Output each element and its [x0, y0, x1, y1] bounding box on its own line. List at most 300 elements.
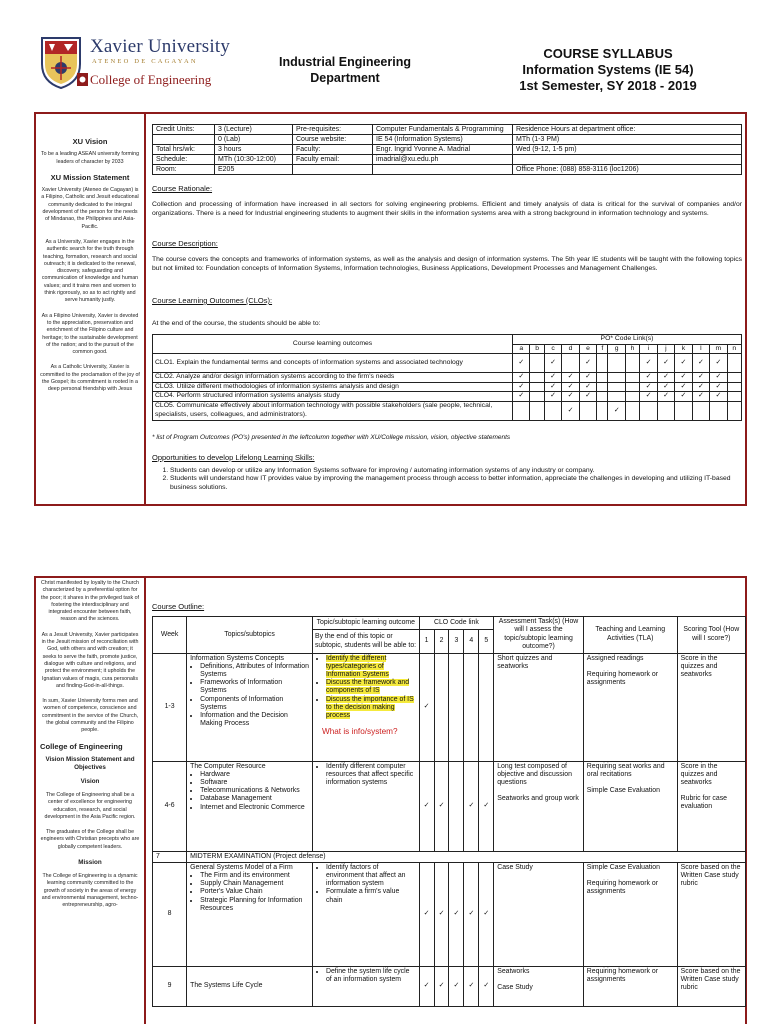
course-outline-table [152, 616, 746, 1007]
room-value: E205 [215, 165, 293, 175]
faculty-label: Faculty: [293, 145, 373, 155]
po-mark [530, 392, 544, 402]
xu-mission-p5: Christ manifested by loyalty to the Church characterized by a preferential option for the poor; it shares in the privileged task of fostering the interdisciplinary and integrated encounter between faith, reason and the sciences. [40, 580, 140, 623]
credit-units-label: Credit Units: [153, 125, 215, 135]
assessment-item: Case Study [497, 984, 533, 992]
semester: 1st Semester, SY 2018 - 2019 [519, 78, 697, 93]
outline-heading: Course Outline: [152, 602, 205, 611]
description-text [152, 255, 742, 273]
clo-intro: At the end of the course, the students should be able to: [152, 320, 321, 327]
prereq-label: Pre-requisites: [293, 125, 373, 135]
midterm-week: 7 [153, 851, 187, 862]
topic-item [200, 872, 309, 880]
scoring-item: Score based on the Written Case study rubric [680, 863, 741, 888]
topic-item [200, 787, 309, 795]
po-mark [597, 392, 608, 402]
syllabus-content-1 [152, 114, 745, 504]
college-vision-text: The College of Engineering shall be a center of excellence for engineering education, research, and social development in the Asia Pacific region. [44, 791, 136, 820]
outcome-cell [312, 862, 419, 966]
outcome-item-list [326, 763, 416, 788]
po-mark: ✓ [544, 382, 561, 392]
clo-description: CLO4. Perform structured information systems analysis study [153, 392, 513, 402]
email-label: Faculty email: [293, 155, 373, 165]
website-value: IE 54 (Information Systems) [373, 135, 513, 145]
topic-item [200, 696, 309, 712]
po-mark [530, 373, 544, 383]
po-mark [597, 401, 608, 420]
po-letter-b: b [530, 344, 544, 354]
tla-item-cell [583, 966, 677, 1006]
scoring-item: Score in the quizzes and seatworks [680, 762, 718, 787]
po-letter-m: m [710, 344, 727, 354]
po-mark [597, 354, 608, 373]
university-subtitle: ATENEO DE CAGAYAN [92, 58, 198, 65]
clo-description: CLO1. Explain the fundamental terms and concepts of information systems and associated technology [153, 354, 513, 373]
po-mark [579, 401, 596, 420]
clo-check: ✓ [479, 966, 494, 1006]
outline-row [153, 653, 746, 761]
po-mark [625, 382, 639, 392]
clo-check: ✓ [419, 653, 434, 761]
residence-label: Residence Hours at department office: [513, 125, 742, 135]
outcome-note: What is info/system? [321, 727, 398, 737]
xu-mission-p1: Xavier University (Ateneo de Cagayan) is a Filipino, Catholic and Jesuit educational community dedicated to the integral development of the person for the needs of Mindanao, the Philippines and Asia-Pacific. [41, 187, 139, 230]
outline-row [153, 761, 746, 851]
topic-item [200, 679, 309, 695]
clo-description: CLO3. Utilize different methodologies of information systems analysis and design [153, 382, 513, 392]
tla-item: Simple Case Evaluation [586, 787, 660, 795]
opportunity-item: 1. Students can develop or utilize any Information Systems software for improving / automating information systems of any industry or company. [170, 467, 742, 475]
po-letter-c: c [544, 344, 561, 354]
po-mark: ✓ [657, 373, 674, 383]
clo-link-header: CLO Code link [419, 617, 494, 630]
outline-row [153, 966, 746, 1006]
po-letter-k: k [675, 344, 692, 354]
clo-check: ✓ [419, 761, 434, 851]
clo-row [153, 373, 742, 383]
topic-cell [187, 761, 313, 851]
po-mark [727, 373, 741, 383]
clo-po-header: PO* Code Link(s) [513, 335, 742, 345]
topic-item-list [200, 663, 309, 729]
topic-item-text: Telecommunications & Networks [200, 787, 300, 795]
clo-number-2: 2 [434, 630, 449, 653]
college-graduates-text: The graduates of the College shall be engineers with Christian precepts who are globally competent leaders. [40, 829, 140, 850]
topic-item-list [200, 771, 309, 812]
assessment-item-cell [494, 966, 584, 1006]
po-mark: ✓ [710, 382, 727, 392]
clo-check [449, 761, 464, 851]
clo-description: CLO5. Communicate effectively about information technology with possible stakeholders (sale people, technical, specialists, users, colleagues, and administrators). [153, 401, 513, 420]
midterm-row [153, 851, 746, 862]
clo-number-4: 4 [464, 630, 479, 653]
po-mark [530, 382, 544, 392]
clo-check: ✓ [464, 761, 479, 851]
email-value[interactable] [373, 155, 513, 165]
midterm-text: MIDTERM EXAMINATION (Project defense) [187, 851, 746, 862]
outcome-item-text: Identify different computer resources that affect specific information systems [325, 762, 414, 787]
course-info-table [152, 124, 742, 175]
po-mark: ✓ [640, 382, 657, 392]
total-hours-label: Total hrs/wk: [153, 145, 215, 155]
topic-item-text: Software [200, 779, 228, 787]
clo-number-3: 3 [449, 630, 464, 653]
outcome-subheader: By the end of this topic or subtopic, students will be able to: [312, 630, 419, 653]
scoring-item-cell [677, 653, 745, 761]
scoring-header: Scoring Tool (How will I score?) [677, 617, 745, 654]
topic-cell [187, 653, 313, 761]
po-mark [530, 401, 544, 420]
po-mark: ✓ [657, 382, 674, 392]
po-mark: ✓ [544, 354, 561, 373]
topic-item [200, 795, 309, 803]
assessment-header: Assessment Task(s) (How will I assess the topic/subtopic learning outcome?) [494, 617, 584, 654]
scoring-item: Score based on the Written Case study rubric [680, 967, 741, 992]
clo-check: ✓ [434, 966, 449, 1006]
xu-mission-p6: As a Jesuit University, Xavier participates in the Jesuit mission of reconciliation with God, with others and with creation; it seeks to serve the faith, promote justice, dialogue with culture and religions, and protect the environment; it upholds the Ignatian values of magis, cura personalis and finding-God-in-all-things. [41, 631, 139, 689]
assessment-item-cell [494, 653, 584, 761]
assessment-item: Long test composed of objective and discussion questions [497, 762, 572, 787]
po-mark [625, 401, 639, 420]
outcome-item-text: Define the system life cycle of an information system [325, 967, 410, 984]
topic-item-text: Strategic Planning for Information Resources [200, 896, 303, 912]
topic-item [200, 888, 309, 896]
college-heading: College of Engineering [40, 741, 123, 751]
po-mark: ✓ [640, 354, 657, 373]
po-mark [625, 392, 639, 402]
po-mark [513, 401, 530, 420]
faculty-value: Engr. Ingrid Yvonne A. Madrial [373, 145, 513, 155]
po-mark: ✓ [675, 354, 692, 373]
clo-heading: Course Learning Outcomes (CLOs): [152, 296, 273, 305]
po-mark [692, 401, 709, 420]
topic-title: General Systems Model of a Firm [190, 863, 293, 871]
po-mark: ✓ [657, 392, 674, 402]
po-letter-n: n [727, 344, 741, 354]
po-letter-j: j [657, 344, 674, 354]
po-mark: ✓ [579, 392, 596, 402]
po-mark [640, 401, 657, 420]
department-name: Industrial Engineering Department [279, 55, 411, 85]
outcome-item-list [326, 968, 416, 984]
syllabus-title-block [488, 46, 728, 94]
clo-check [464, 653, 479, 761]
assessment-item-cell [494, 761, 584, 851]
vmo-heading: Vision Mission Statement and Objectives [45, 755, 135, 771]
topic-item-text: Internet and Electronic Commerce [200, 803, 305, 811]
po-letter-l: l [692, 344, 709, 354]
po-letter-i: i [640, 344, 657, 354]
topic-item-text: Components of Information Systems [200, 695, 284, 711]
topic-item [200, 712, 309, 728]
clo-check [449, 653, 464, 761]
prereq-value: Computer Fundamentals & Programming [373, 125, 513, 135]
topic-item [200, 804, 309, 812]
clo-number-5: 5 [479, 630, 494, 653]
outcome-item-text: Identify the different types/categories of Information Systems [325, 654, 389, 679]
room-label: Room: [153, 165, 215, 175]
po-letter-g: g [608, 344, 625, 354]
po-mark [727, 354, 741, 373]
clo-check: ✓ [464, 862, 479, 966]
syllabus-content-2 [152, 578, 745, 1024]
po-mark: ✓ [710, 354, 727, 373]
outcome-item [326, 888, 416, 904]
outcome-item [326, 763, 416, 788]
topic-item-text: Definitions, Attributes of Information Systems [200, 662, 309, 679]
topic-item-text: Frameworks of Information Systems [200, 679, 283, 695]
outcome-item-list [326, 655, 416, 721]
topic-item-text: Supply Chain Management [200, 880, 284, 888]
clo-check [479, 653, 494, 761]
po-mark [597, 373, 608, 383]
po-mark [544, 401, 561, 420]
outcome-item [326, 679, 416, 695]
po-mark [657, 401, 674, 420]
po-letter-f: f [597, 344, 608, 354]
po-mark: ✓ [544, 392, 561, 402]
total-hours-value: 3 hours [215, 145, 293, 155]
assessment-item: Case Study [497, 863, 533, 871]
topic-header: Topics/subtopics [187, 617, 313, 654]
po-mark: ✓ [579, 382, 596, 392]
outcome-item [326, 864, 416, 889]
week-cell: 8 [153, 862, 187, 966]
email-link[interactable]: imadrial@xu.edu.ph [376, 156, 439, 163]
clo-outcomes-header: Course learning outcomes [153, 335, 513, 354]
po-mark: ✓ [562, 392, 579, 402]
po-mark: ✓ [692, 373, 709, 383]
tla-item: Assigned readings [586, 654, 644, 662]
po-mark: ✓ [608, 401, 625, 420]
po-mark: ✓ [562, 401, 579, 420]
opportunity-item: 2. Students will understand how IT provides value by improving the management process through access to better information, appreciate the challenges in developing and utilizing IT-based business solutions. [170, 475, 742, 492]
university-name: Xavier University [90, 36, 231, 57]
clo-number-1: 1 [419, 630, 434, 653]
outcome-item [326, 696, 416, 721]
topic-item-text: Database Management [200, 795, 272, 803]
outcome-item-text: Discuss the importance of IS to the decision making process [325, 695, 414, 720]
scoring-item-cell [677, 862, 745, 966]
po-mark: ✓ [513, 392, 530, 402]
po-mark: ✓ [513, 382, 530, 392]
po-mark [608, 392, 625, 402]
topic-title: The Computer Resource [190, 762, 266, 770]
topic-item-text: The Firm and its environment [200, 872, 290, 880]
tla-header: Teaching and Learning Activities (TLA) [583, 617, 677, 654]
college-vision-heading: Vision [80, 777, 100, 785]
tla-item: Requiring seat works and oral recitations [586, 762, 665, 778]
schedule-label: Schedule: [153, 155, 215, 165]
college-mission-text: The College of Engineering is a dynamic learning community committed to the growth of society in the areas of energy and environmental management, techno-entrepreneurship, agro- [41, 873, 139, 909]
description-heading: Course Description: [152, 239, 218, 248]
outcome-item [326, 968, 416, 984]
week-cell: 9 [153, 966, 187, 1006]
clo-check: ✓ [434, 862, 449, 966]
po-mark [608, 373, 625, 383]
scoring-item-cell [677, 761, 745, 851]
tla-item: Requiring homework or assignments [586, 880, 659, 896]
topic-item-list [200, 872, 309, 913]
college-name: College of Engineering [90, 72, 212, 87]
topic-item [200, 897, 309, 913]
description-text-body: The course covers the concepts and frameworks of information systems, as well as the analysis and design of information systems. The 5th year IE students will be taught with the following topics but not limited to: Foundation concepts of Information Systems, Information technologies, Business Applications, Development Processes and Management Challenges. [152, 256, 742, 272]
assessment-item-cell [494, 862, 584, 966]
clo-check: ✓ [479, 761, 494, 851]
clo-check: ✓ [464, 966, 479, 1006]
po-mark: ✓ [562, 382, 579, 392]
po-mark: ✓ [675, 392, 692, 402]
po-footnote: * list of Program Outcomes (PO's) presented in the leftcolumn together with XU/College mission, vision, objective statements [152, 434, 511, 441]
po-mark: ✓ [640, 373, 657, 383]
po-mark [597, 382, 608, 392]
outcome-header: Topic/subtopic learning outcome [312, 617, 419, 630]
topic-item [200, 880, 309, 888]
po-mark [727, 401, 741, 420]
rationale-heading: Course Rationale: [152, 184, 213, 193]
residence-hours-2: Wed (9-12, 1-5 pm) [513, 145, 742, 155]
outcome-item [326, 655, 416, 680]
outcome-item-text: Discuss the framework and components of IS [325, 679, 410, 695]
opportunities-list [164, 467, 742, 492]
clo-check: ✓ [419, 862, 434, 966]
clo-check: ✓ [434, 761, 449, 851]
topic-cell [187, 862, 313, 966]
topic-item [200, 779, 309, 787]
po-mark [625, 373, 639, 383]
outcome-item-text: Identify factors of environment that affect an information system [325, 863, 406, 888]
engineering-gear-icon [76, 72, 89, 87]
outcome-cell [312, 653, 419, 761]
schedule-value: MTh (10:30-12:00) [215, 155, 293, 165]
xu-mission-p4: As a Catholic University, Xavier is committed to the proclamation of the joy of the Gospel; its commitment is rooted in a deep personal friendship with Jesus [40, 364, 140, 393]
po-mark: ✓ [544, 373, 561, 383]
po-mark: ✓ [675, 373, 692, 383]
xu-mission-heading: XU Mission Statement [50, 172, 130, 182]
clo-check: ✓ [449, 862, 464, 966]
po-mark [710, 401, 727, 420]
assessment-item: Seatworks and group work [497, 795, 579, 803]
xu-mission-p3: As a Filipino University, Xavier is devoted to the appreciation, preservation and enrichment of the Filipino culture and heritage; to the sustainable development of the nation; and to the pursuit of the common good. [41, 312, 139, 356]
po-mark: ✓ [692, 392, 709, 402]
topic-cell [187, 966, 313, 1006]
outcome-cell [312, 761, 419, 851]
outline-row [153, 862, 746, 966]
week-cell: 4-6 [153, 761, 187, 851]
opportunities-heading: Opportunities to develop Lifelong Learning Skills: [152, 453, 315, 462]
po-mark: ✓ [710, 392, 727, 402]
vision-mission-sidebar [36, 114, 146, 504]
po-mark: ✓ [513, 354, 530, 373]
po-letter-e: e [579, 344, 596, 354]
scoring-item-cell [677, 966, 745, 1006]
po-letter-a: a [513, 344, 530, 354]
tla-item: Requiring homework or assignments [586, 670, 659, 687]
po-letter-d: d [562, 344, 579, 354]
scoring-item: Rubric for case evaluation [680, 795, 727, 811]
college-mission-heading: Mission [78, 859, 102, 867]
clo-description: CLO2. Analyze and/or design information systems according to the firm's needs [153, 373, 513, 383]
university-logo [38, 34, 250, 94]
clo-row [153, 401, 742, 420]
credit-units-value: 3 (Lecture) [215, 125, 293, 135]
office-phone: Office Phone: (088) 858-3116 (loc1206) [513, 165, 742, 175]
po-mark [608, 382, 625, 392]
po-mark: ✓ [579, 373, 596, 383]
xu-vision-text: To be a leading ASEAN university forming leaders of character by 2033 [40, 151, 140, 165]
clo-check [434, 653, 449, 761]
lab-value: 0 (Lab) [215, 135, 293, 145]
syllabus-page-1 [34, 112, 747, 506]
topic-item-text: Information and the Decision Making Process [200, 712, 288, 728]
po-mark: ✓ [513, 373, 530, 383]
po-mark: ✓ [579, 354, 596, 373]
page-header [0, 0, 768, 110]
residence-hours-1: MTh (1-3 PM) [513, 135, 742, 145]
outcome-item-list [326, 864, 416, 905]
tla-item-cell [583, 653, 677, 761]
vision-mission-sidebar-continued [36, 578, 146, 1024]
tla-item: Requiring homework or assignments [586, 967, 659, 984]
scoring-item: Score in the quizzes and seatworks [680, 654, 718, 679]
po-mark [625, 354, 639, 373]
po-mark: ✓ [692, 354, 709, 373]
po-mark [530, 354, 544, 373]
po-mark: ✓ [657, 354, 674, 373]
topic-item [200, 663, 309, 679]
website-label: Course website: [293, 135, 373, 145]
syllabus-page-2 [34, 576, 747, 1024]
tla-item-cell [583, 862, 677, 966]
clo-check: ✓ [449, 966, 464, 1006]
topic-title: Information Systems Concepts [190, 654, 284, 662]
tla-item-cell [583, 761, 677, 851]
po-mark [727, 392, 741, 402]
xu-vision-heading: XU Vision [72, 137, 108, 146]
po-letter-h: h [625, 344, 639, 354]
po-mark [608, 354, 625, 373]
xu-mission-p7: In sum, Xavier University forms men and women of competence, conscience and commitment in the service of the Church, the global community and the Filipino people. [41, 698, 139, 734]
po-mark: ✓ [562, 373, 579, 383]
assessment-item: Seatworks [497, 967, 530, 975]
po-mark: ✓ [640, 392, 657, 402]
po-mark [562, 354, 579, 373]
course-title: Information Systems (IE 54) [522, 62, 694, 77]
rationale-text: Collection and processing of information have increased in all sectors for solving engineering problems. Efficient and timely analysis of data is critical for the survival of companies and/or organizations. There is a need for Industrial engineering students to augment their skills in the information systems area with a strong background in information technology and systems. [152, 201, 742, 217]
po-mark: ✓ [675, 382, 692, 392]
outcome-item-text: Formulate a firm's value chain [325, 888, 400, 904]
clo-row [153, 392, 742, 402]
week-header: Week [153, 617, 187, 654]
topic-item [200, 771, 309, 779]
po-mark [727, 382, 741, 392]
topic-item-text: Porter's Value Chain [200, 888, 263, 896]
xu-mission-p2: As a University, Xavier engages in the authentic search for the truth through teaching, formation, research and social outreach; it is dedicated to the renewal, discovery, safeguarding and communication of knowledge and human values; and it trains men and women to think rigorously, so as to act rightly and serve humanity justly. [41, 238, 139, 304]
clo-row [153, 354, 742, 373]
clo-check: ✓ [479, 862, 494, 966]
week-cell: 1-3 [153, 653, 187, 761]
po-mark: ✓ [692, 382, 709, 392]
syllabus-title: COURSE SYLLABUS [543, 46, 673, 61]
po-mark [675, 401, 692, 420]
clo-row [153, 382, 742, 392]
assessment-item: Short quizzes and seatworks [497, 654, 553, 670]
topic-item-text: Hardware [200, 770, 230, 778]
topic-title: The Systems Life Cycle [190, 982, 263, 990]
clo-check: ✓ [419, 966, 434, 1006]
po-mark: ✓ [710, 373, 727, 383]
outcome-cell [312, 966, 419, 1006]
